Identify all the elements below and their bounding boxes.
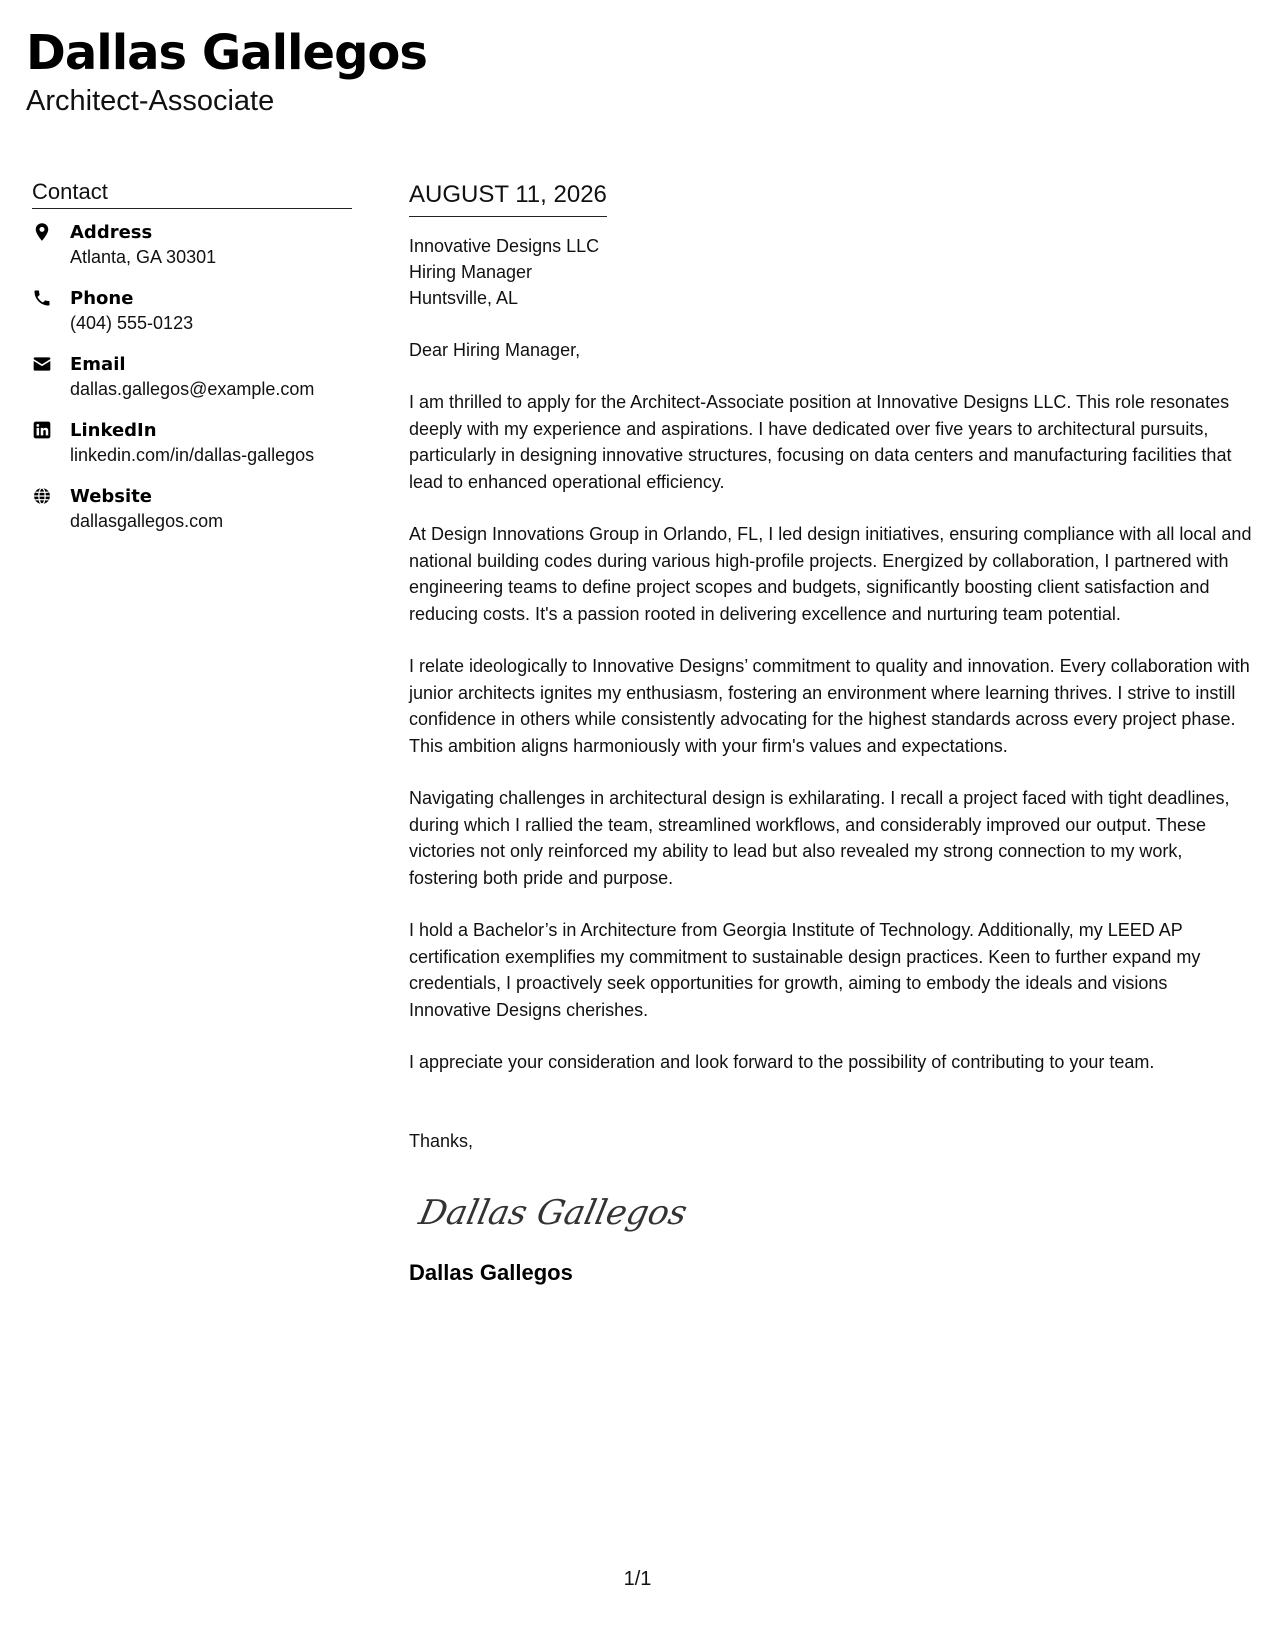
applicant-title: Architect-Associate (26, 85, 275, 117)
linkedin-icon (32, 418, 70, 440)
contact-item-address (32, 220, 352, 270)
email-value: dallas.gallegos@example.com (70, 379, 315, 399)
contact-item-linkedin (32, 418, 352, 468)
recipient-company: Innovative Designs LLC (409, 236, 600, 256)
contact-label: Address (70, 222, 153, 243)
recipient-block (409, 233, 1254, 311)
phone-value: (404) 555-0123 (70, 313, 194, 333)
handwritten-signature (409, 1188, 1254, 1240)
contact-label: Website (70, 486, 153, 507)
contact-heading: Contact (32, 178, 352, 209)
page-number: 1/1 (623, 1568, 652, 1590)
address-value: Atlanta, GA 30301 (70, 247, 217, 267)
body-paragraph: I hold a Bachelor’s in Architecture from Georgia Institute of Technology. Additionally, my LEED AP certification exemplifies my commitment to sustainable design practices. Keen to further expand my credentials, I proactively seek opportunities for growth, aiming to embody the ideals and visions Innovative Designs cherishes. (409, 920, 1201, 1020)
signature-script: Dallas Gallegos (415, 1192, 691, 1233)
linkedin-value: linkedin.com/in/dallas-gallegos (70, 445, 315, 465)
contact-item-website (32, 484, 352, 534)
contact-list (32, 220, 352, 534)
letter-date: AUGUST 11, 2026 (409, 178, 607, 217)
phone-icon (32, 286, 70, 308)
body-paragraph: At Design Innovations Group in Orlando, FL, I led design initiatives, ensuring compliance with all local and national building codes during various high-profile projects. Energized by collaboration, I partnered with engineering teams to define project scopes and budgets, significantly boosting client satisfaction and reducing costs. It's a passion rooted in delivering excellence and nurturing team potential. (409, 524, 1252, 624)
website-value: dallasgallegos.com (70, 511, 224, 531)
body-paragraph: I am thrilled to apply for the Architect-Associate position at Innovative Designs LLC. This role resonates deeply with my experience and aspirations. I have dedicated over five years to architectural pursuits, particularly in designing innovative structures, focusing on data centers and manufacturing facilities that lead to enhanced operational efficiency. (409, 392, 1232, 492)
globe-icon (32, 484, 70, 506)
contact-item-phone (32, 286, 352, 336)
envelope-icon (32, 352, 70, 374)
signer-name: Dallas Gallegos (409, 1259, 573, 1285)
body-paragraph: I appreciate your consideration and look forward to the possibility of contributing to your team. (409, 1052, 1155, 1072)
contact-sidebar (32, 178, 352, 550)
contact-item-email (32, 352, 352, 402)
salutation: Dear Hiring Manager, (409, 340, 581, 360)
recipient-title: Hiring Manager (409, 262, 533, 282)
applicant-name: Dallas Gallegos (26, 25, 427, 81)
map-pin-icon (32, 220, 70, 242)
contact-label: LinkedIn (70, 420, 157, 441)
body-paragraph: Navigating challenges in architectural design is exhilarating. I recall a project faced with tight deadlines, during which I rallied the team, streamlined workflows, and considerably improved our output. These victories not only reinforced my ability to lead but also revealed my strong connection to my work, fostering both pride and purpose. (409, 788, 1230, 888)
contact-label: Phone (70, 288, 134, 309)
contact-label: Email (70, 354, 126, 375)
letter-header (26, 22, 427, 118)
letter-body (409, 178, 1254, 1288)
recipient-location: Huntsville, AL (409, 288, 519, 308)
body-paragraph: I relate ideologically to Innovative Designs’ commitment to quality and innovation. Every collaboration with junior architects ignites my enthusiasm, fostering an environment where learning thrives. I strive to instill confidence in others while consistently advocating for the highest standards across every project phase. This ambition aligns harmoniously with your firm's values and expectations. (409, 656, 1250, 756)
closing: Thanks, (409, 1130, 474, 1151)
